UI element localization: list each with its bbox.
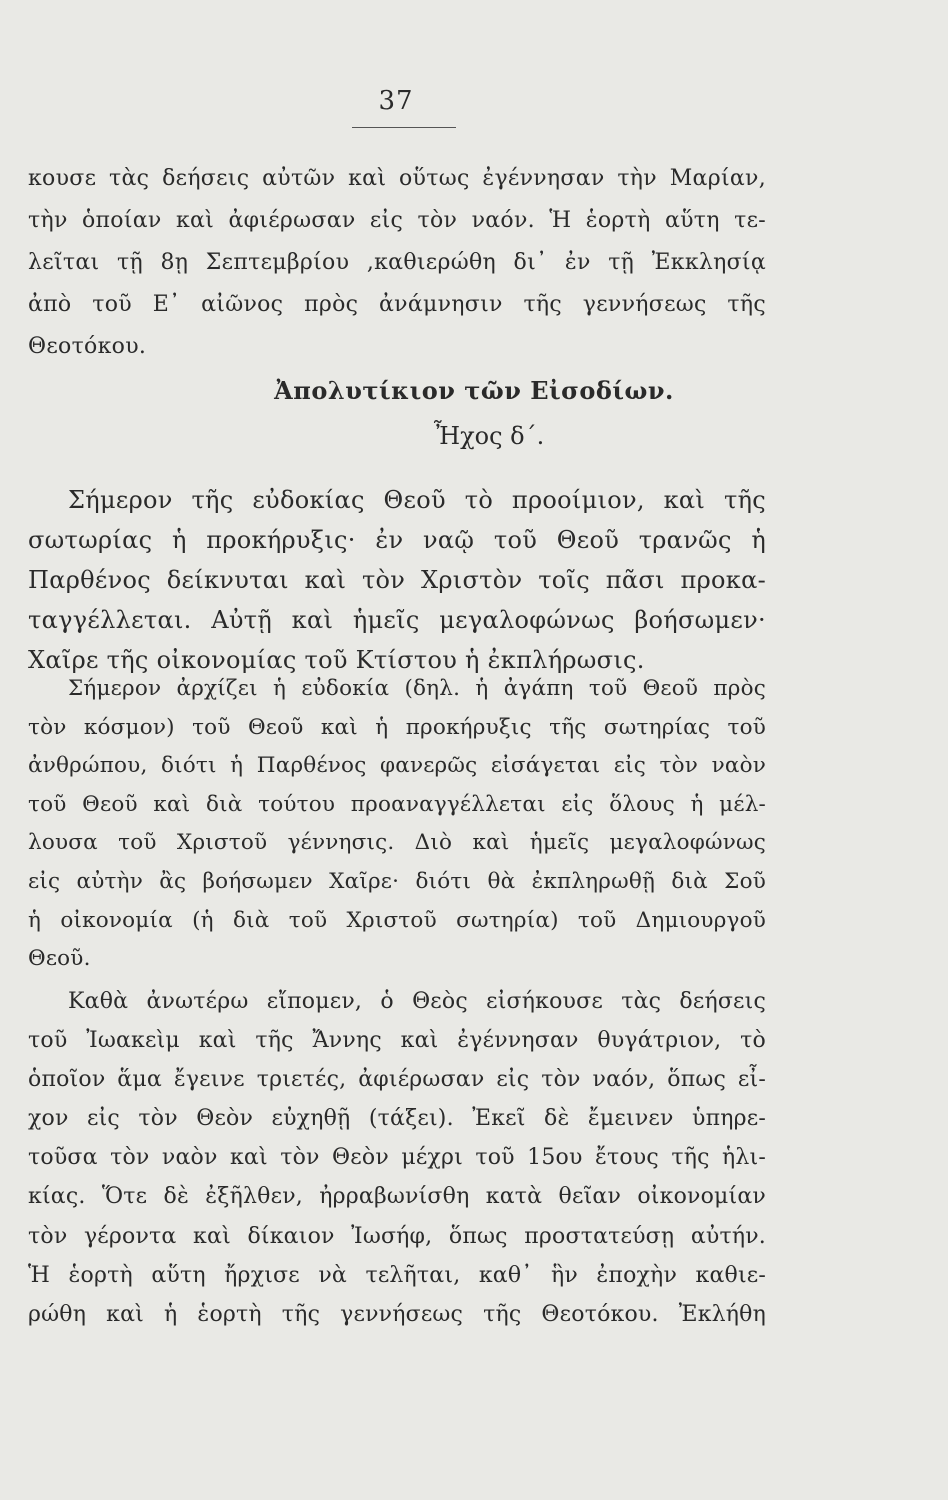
- text-line: τοῦ Θεοῦ καὶ διὰ τούτου προαναγγέλλεται εἰς ὅλους ἡ μέλ-: [28, 791, 766, 817]
- section-heading: Ἀπολυτίκιον τῶν Εἰσοδίων.: [274, 376, 674, 405]
- text-line: ἀνθρώπου, διότι ἡ Παρθένος φανερῶς εἰσάγεται εἰς τὸν ναὸν: [28, 753, 766, 779]
- text-line: χον εἰς τὸν Θεὸν εὐχηθῇ (τάξει). Ἐκεῖ δὲ ἔμεινεν ὑπηρε-: [28, 1106, 766, 1132]
- text-line: Σήμερον ἀρχίζει ἡ εὐδοκία (δηλ. ἡ ἀγάπη τοῦ Θεοῦ πρὸς: [68, 676, 766, 701]
- text-line: εἰς αὐτὴν ἂς βοήσωμεν Χαῖρε· διότι θὰ ἐκπληρωθῇ διὰ Σοῦ: [28, 868, 766, 894]
- text-line: ρώθη καὶ ἡ ἑορτὴ τῆς γεννήσεως τῆς Θεοτόκου. Ἐκλήθη: [28, 1301, 766, 1327]
- text-line: λουσα τοῦ Χριστοῦ γέννησις. Διὸ καὶ ἡμεῖς μεγαλοφώνως: [28, 830, 766, 856]
- text-line: Χαῖρε τῆς οἰκονομίας τοῦ Κτίστου ἡ ἐκπλήρωσις.: [28, 646, 645, 674]
- header-rule: [352, 127, 456, 128]
- text-line: Σήμερον τῆς εὐδοκίας Θεοῦ τὸ προοίμιον, καὶ τῆς: [68, 486, 766, 514]
- text-line: τοῦσα τὸν ναὸν καὶ τὸν Θεὸν μέχρι τοῦ 15ου ἔτους τῆς ἡλι-: [28, 1145, 766, 1171]
- text-line: τοῦ Ἰωακεὶμ καὶ τῆς Ἄννης καὶ ἐγέννησαν θυγάτριον, τὸ: [28, 1028, 766, 1054]
- text-line: τὸν κόσμον) τοῦ Θεοῦ καὶ ἡ προκήρυξις τῆς σωτηρίας τοῦ: [28, 714, 766, 740]
- paragraph-explanation: [28, 670, 766, 979]
- text-line: λεῖται τῇ 8ῃ Σεπτεμβρίου ,καθιερώθη δι᾽ ἐν τῇ Ἐκκλησίᾳ: [28, 250, 766, 275]
- text-line: ὁποῖον ἅμα ἔγεινε τριετές, ἀφιέρωσαν εἰς τὸν ναόν, ὅπως εἶ-: [28, 1067, 766, 1093]
- text-line: τὴν ὁποίαν καὶ ἀφιέρωσαν εἰς τὸν ναόν. Ἡ ἑορτὴ αὕτη τε-: [28, 208, 766, 233]
- text-line: Θεοτόκου.: [28, 334, 147, 359]
- hymn-text: [28, 480, 766, 680]
- paragraph-narrative: [28, 982, 766, 1334]
- text-line: Παρθένος δείκνυται καὶ τὸν Χριστὸν τοῖς πᾶσι προκα-: [28, 566, 766, 594]
- text-line: τὸν γέροντα καὶ δίκαιον Ἰωσήφ, ὅπως προστατεύσῃ αὐτήν.: [28, 1223, 766, 1249]
- text-line: σωτωρίας ἡ προκήρυξις· ἐν ναῷ τοῦ Θεοῦ τρανῶς ἡ: [28, 526, 766, 554]
- text-line: Καθὰ ἀνωτέρω εἴπομεν, ὁ Θεὸς εἰσήκουσε τὰς δεήσεις: [68, 989, 766, 1014]
- text-line: ταγγέλλεται. Αὐτῇ καὶ ἡμεῖς μεγαλοφώνως βοήσωμεν·: [28, 606, 766, 634]
- page-number: 37: [378, 86, 414, 116]
- text-line: ἡ οἰκονομία (ἡ διὰ τοῦ Χριστοῦ σωτηρία) τοῦ Δημιουργοῦ: [28, 907, 766, 933]
- text-line: Ἡ ἑορτὴ αὕτη ἤρχισε νὰ τελῆται, καθ᾽ ἣν ἐποχὴν καθιε-: [28, 1262, 766, 1288]
- text-line: κουσε τὰς δεήσεις αὐτῶν καὶ οὕτως ἐγέννησαν τὴν Μαρίαν,: [28, 166, 766, 191]
- paragraph-continuation: [28, 158, 766, 368]
- section-subheading: Ἦχος δ΄.: [433, 422, 545, 450]
- text-line: κίας. Ὅτε δὲ ἐξῆλθεν, ἠρραβωνίσθη κατὰ θεῖαν οἰκονομίαν: [28, 1184, 766, 1210]
- text-line: Θεοῦ.: [28, 946, 91, 972]
- text-line: ἀπὸ τοῦ Ε᾽ αἰῶνος πρὸς ἀνάμνησιν τῆς γεννήσεως τῆς: [28, 292, 766, 317]
